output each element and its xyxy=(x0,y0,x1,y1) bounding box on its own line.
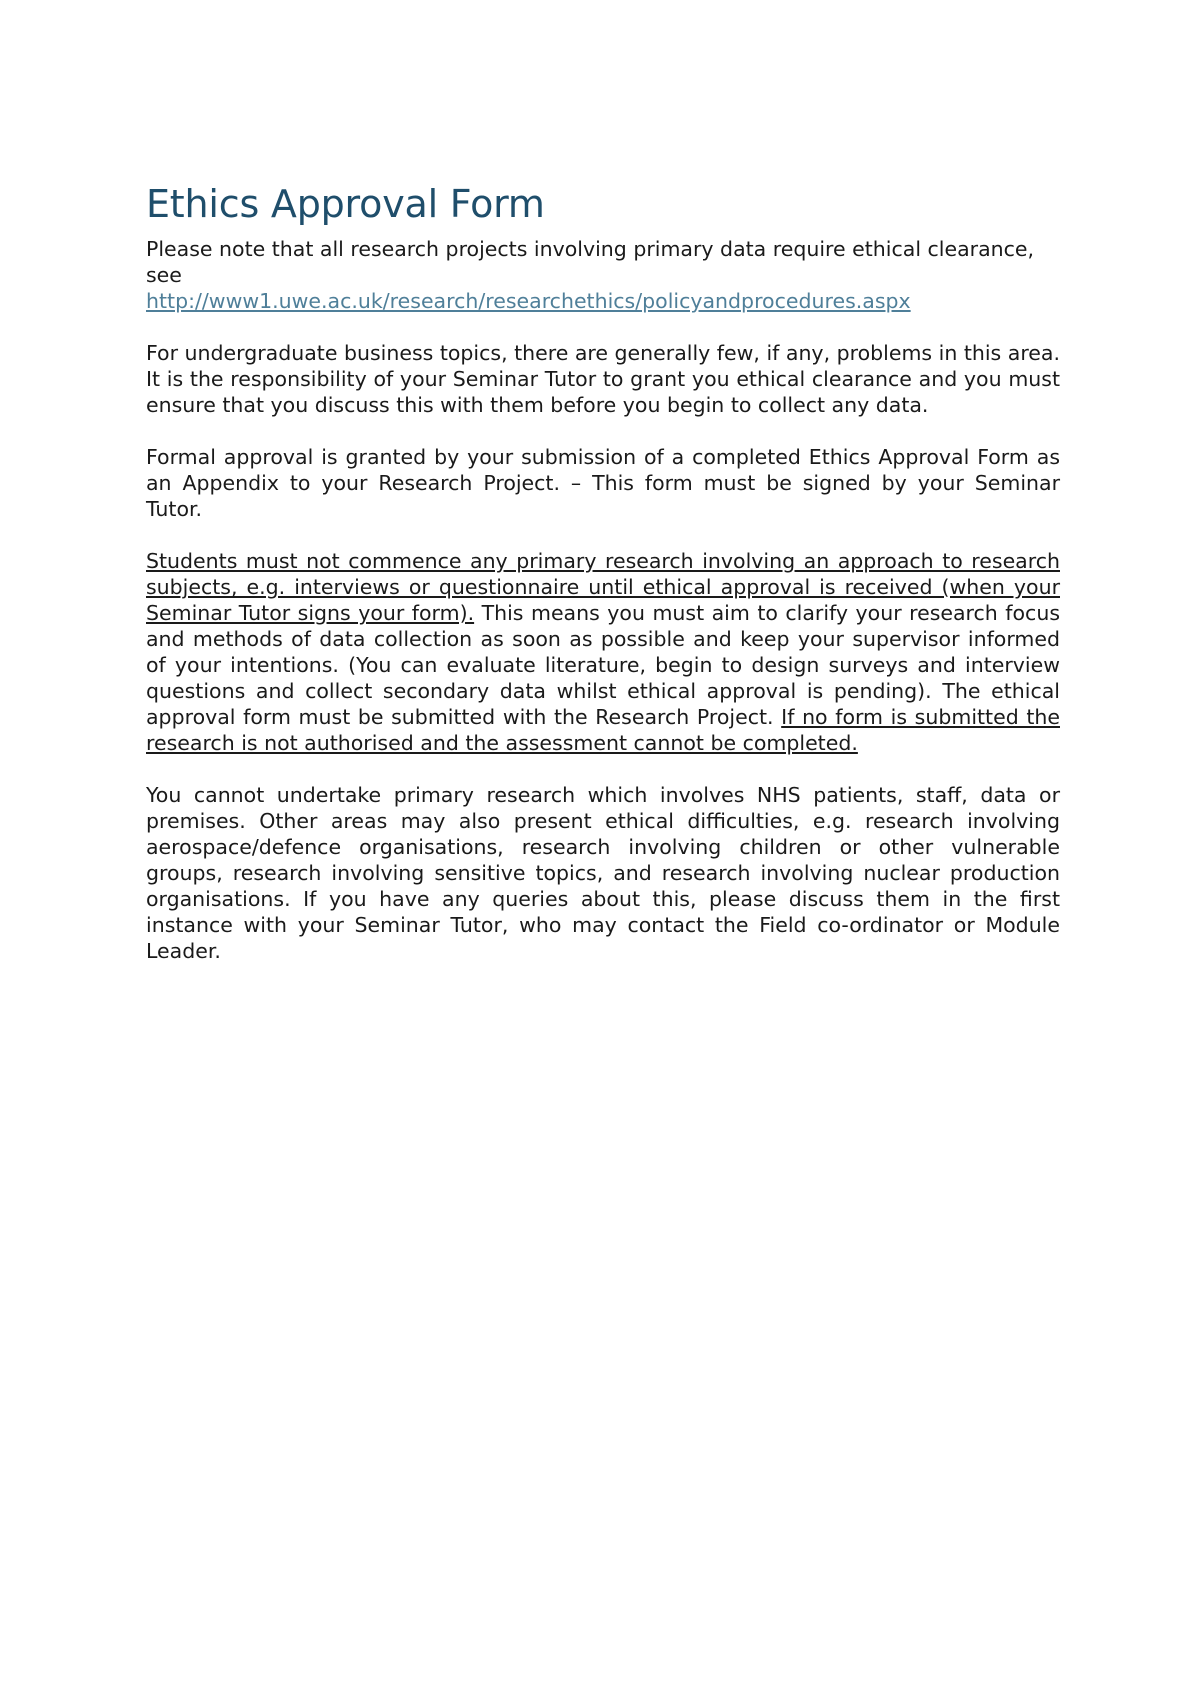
document-page xyxy=(146,180,1060,990)
no-form-warning-text: If no form is submitted the research is not authorised and the assessment cannot be completed. xyxy=(146,705,1060,755)
intro-paragraph xyxy=(146,236,1060,314)
undergraduate-paragraph: For undergraduate business topics, there are generally few, if any, problems in this area. It is the responsibility of your Seminar Tutor to grant you ethical clearance and you must ensure that you discuss this with them before you begin to collect any data. xyxy=(146,341,1060,417)
formal-approval-paragraph: Formal approval is granted by your submission of a completed Ethics Approval Form as an Appendix to your Research Project. – This form must be signed by your Seminar Tutor. xyxy=(146,445,1060,521)
intro-text: Please note that all research projects involving primary data require ethical clearance, see xyxy=(146,237,1035,287)
students-warning-text: Students must not commence any primary research involving an approach to research subjects, e.g. interviews or questionnaire until ethical approval is received (when your Seminar Tutor signs your form). xyxy=(146,549,1060,625)
policy-link[interactable]: http://www1.uwe.ac.uk/research/researchethics/policyandprocedures.aspx xyxy=(146,289,911,313)
students-paragraph xyxy=(146,548,1060,756)
students-body-text: This means you must aim to clarify your research focus and methods of data collection as soon as possible and keep your supervisor informed of your intentions. (You can evaluate literature, begin to design surveys and interview questions and collect secondary data whilst ethical approval is pending). The ethical approval form must be submitted with the Research Project. xyxy=(146,601,1060,729)
page-title: Ethics Approval Form xyxy=(146,182,545,226)
nhs-paragraph: You cannot undertake primary research which involves NHS patients, staff, data or premises. Other areas may also present ethical difficulties, e.g. research involving aerospace/defence organisations, research involving children or other vulnerable groups, research involving sensitive topics, and research involving nuclear production organisations. If you have any queries about this, please discuss them in the first instance with your Seminar Tutor, who may contact the Field co-ordinator or Module Leader. xyxy=(146,783,1060,963)
